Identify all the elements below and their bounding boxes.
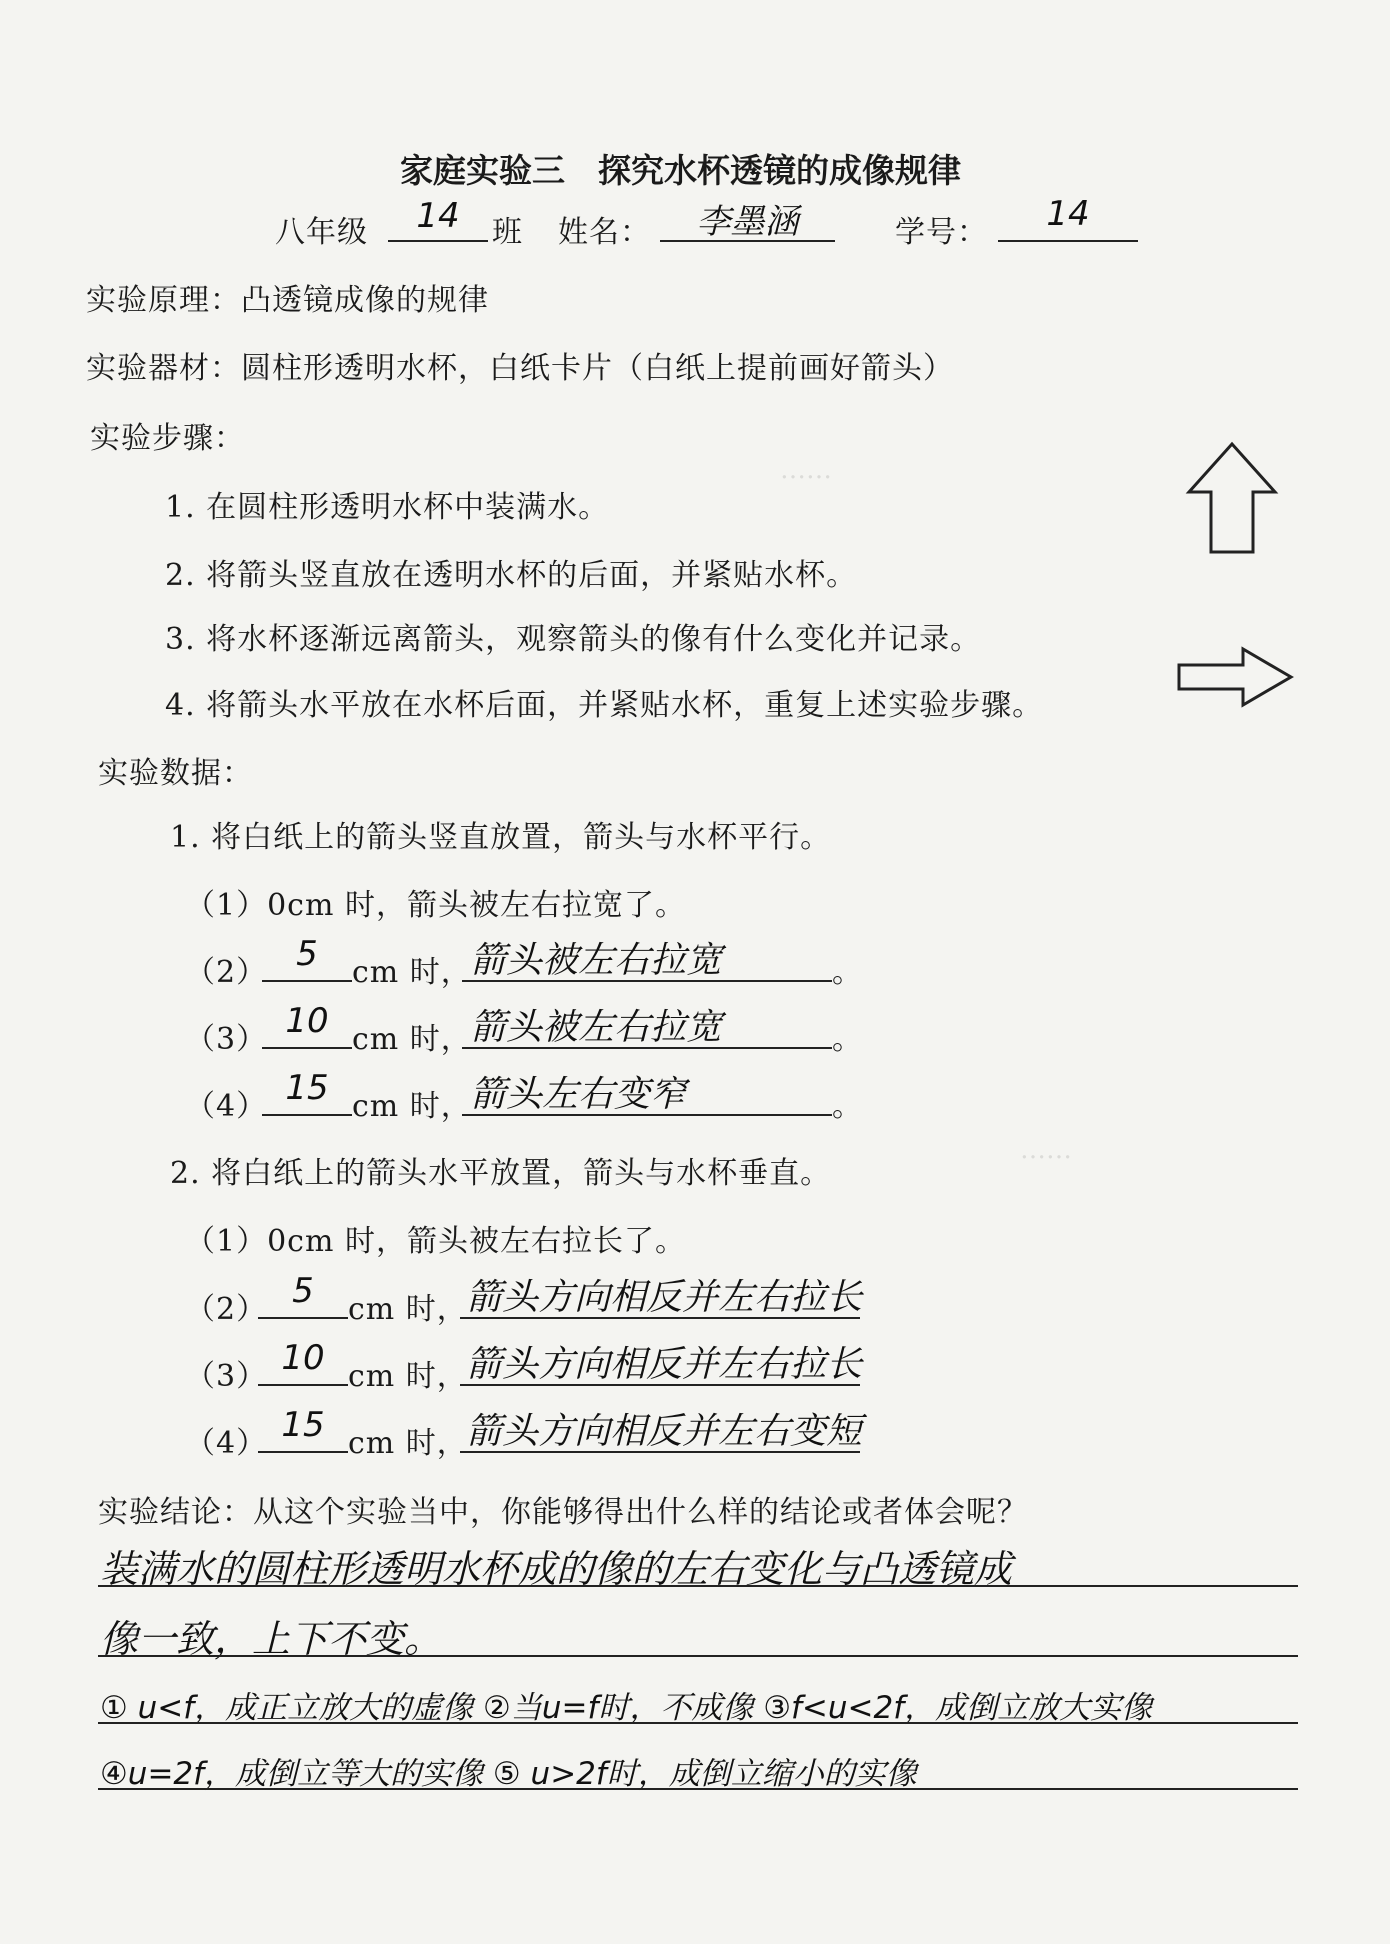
- part1-heading: 1. 将白纸上的箭头竖直放置，箭头与水杯平行。: [170, 820, 832, 855]
- answer-underline: [462, 1114, 832, 1116]
- conclusion-underline: [98, 1655, 1298, 1657]
- conclusion-underline: [98, 1722, 1298, 1724]
- page-title: 家庭实验三 探究水杯透镜的成像规律: [400, 151, 961, 190]
- observation-answer: 箭头方向相反并左右拉长: [466, 1277, 863, 1318]
- class-suffix: 班: [492, 215, 523, 250]
- distance-underline: [262, 1114, 352, 1116]
- distance-value: 15: [285, 1068, 329, 1108]
- distance-underline: [262, 1047, 352, 1049]
- class-underline: [388, 240, 488, 242]
- student-id-value: 14: [1046, 194, 1090, 234]
- conclusion-line: 像一致，上下不变。: [100, 1617, 443, 1661]
- student-id-label: 学号：: [895, 215, 988, 250]
- class-value: 14: [416, 196, 460, 236]
- name-underline: [660, 240, 835, 242]
- observation-answer: 箭头被左右拉宽: [470, 940, 723, 981]
- observation-answer: 箭头方向相反并左右拉长: [466, 1344, 863, 1385]
- bleed-through-mark: ……: [1020, 1135, 1072, 1165]
- answer-underline: [462, 980, 832, 982]
- step-item: 2. 将箭头竖直放在透明水杯的后面，并紧贴水杯。: [165, 558, 858, 593]
- step-item: 3. 将水杯逐渐远离箭头，观察箭头的像有什么变化并记录。: [165, 622, 982, 657]
- distance-value: 10: [285, 1001, 329, 1041]
- row-end: 。: [832, 1022, 863, 1057]
- part2-row-0cm: （1）0cm 时，箭头被左右拉长了。: [185, 1224, 686, 1259]
- unit-label: cm 时，: [348, 1292, 468, 1327]
- unit-label: cm 时，: [348, 1426, 468, 1461]
- answer-underline: [460, 1317, 860, 1319]
- distance-value: 5: [296, 934, 318, 974]
- name-label: 姓名：: [558, 215, 651, 250]
- answer-underline: [460, 1384, 860, 1386]
- row-prefix: （2）: [185, 955, 268, 990]
- conclusion-underline: [98, 1585, 1298, 1587]
- observation-answer: 箭头方向相反并左右变短: [466, 1411, 863, 1452]
- unit-label: cm 时，: [352, 955, 472, 990]
- student-name: 李墨涵: [696, 202, 799, 242]
- row-prefix: （3）: [185, 1022, 268, 1057]
- answer-underline: [462, 1047, 832, 1049]
- observation-answer: 箭头左右变窄: [470, 1074, 687, 1115]
- row-end: 。: [832, 1089, 863, 1124]
- row-prefix: （4）: [185, 1089, 268, 1124]
- answer-underline: [460, 1451, 860, 1453]
- distance-value: 5: [292, 1271, 314, 1311]
- student-id-underline: [998, 240, 1138, 242]
- distance-value: 10: [281, 1338, 325, 1378]
- step-item: 1. 在圆柱形透明水杯中装满水。: [165, 490, 610, 525]
- experiment-principle: 实验原理：凸透镜成像的规律: [86, 283, 489, 318]
- horizontal-arrow-drawing: [1175, 645, 1295, 710]
- experiment-materials: 实验器材：圆柱形透明水杯，白纸卡片（白纸上提前画好箭头）: [86, 351, 954, 386]
- unit-label: cm 时，: [352, 1022, 472, 1057]
- bleed-through-mark: ……: [780, 455, 832, 485]
- distance-underline: [258, 1317, 348, 1319]
- conclusion-prompt: 实验结论：从这个实验当中，你能够得出什么样的结论或者体会呢？: [98, 1495, 1028, 1530]
- step-item: 4. 将箭头水平放在水杯后面，并紧贴水杯，重复上述实验步骤。: [165, 688, 1044, 723]
- distance-underline: [258, 1451, 348, 1453]
- distance-value: 15: [281, 1405, 325, 1445]
- distance-underline: [258, 1384, 348, 1386]
- part1-row-0cm: （1）0cm 时，箭头被左右拉宽了。: [185, 888, 686, 923]
- steps-heading: 实验步骤：: [90, 421, 245, 456]
- vertical-arrow-drawing: [1185, 440, 1280, 555]
- observation-answer: 箭头被左右拉宽: [470, 1007, 723, 1048]
- distance-underline: [262, 980, 352, 982]
- conclusion-line: ④u=2f，成倒立等大的实像 ⑤ u>2f时，成倒立缩小的实像: [100, 1756, 917, 1792]
- conclusion-line: 装满水的圆柱形透明水杯成的像的左右变化与凸透镜成: [100, 1547, 1013, 1591]
- row-end: 。: [832, 955, 863, 990]
- data-heading: 实验数据：: [98, 756, 253, 791]
- unit-label: cm 时，: [352, 1089, 472, 1124]
- part2-heading: 2. 将白纸上的箭头水平放置，箭头与水杯垂直。: [170, 1156, 832, 1191]
- unit-label: cm 时，: [348, 1359, 468, 1394]
- row-prefix: （4）: [185, 1426, 268, 1461]
- conclusion-line: ① u<f，成正立放大的虚像 ②当u=f时，不成像 ③f<u<2f，成倒立放大实像: [100, 1690, 1153, 1726]
- row-prefix: （2）: [185, 1292, 268, 1327]
- grade-label: 八年级: [275, 215, 368, 250]
- conclusion-underline: [98, 1788, 1298, 1790]
- row-prefix: （3）: [185, 1359, 268, 1394]
